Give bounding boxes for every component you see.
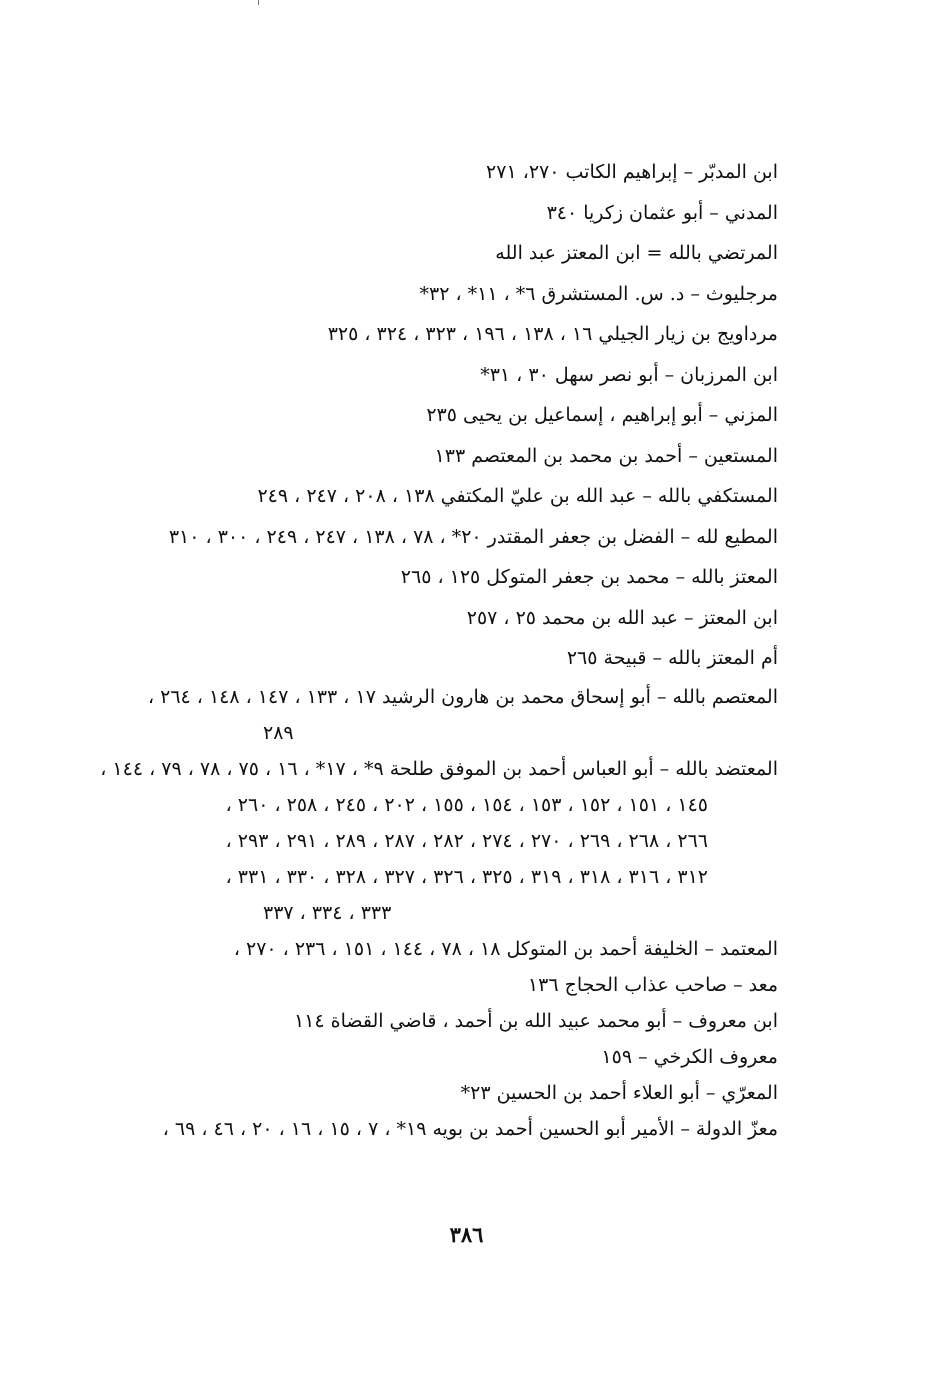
index-entry: ابن المرزبان – أبو نصر سهل ٣٠ ، ٣١* (480, 363, 778, 386)
index-entry: المعرّي – أبو العلاء أحمد بن الحسين ٢٣* (460, 1081, 778, 1104)
index-entry-continuation: ١٤٥ ، ١٥١ ، ١٥٢ ، ١٥٣ ، ١٥٤ ، ١٥٥ ، ٢٠٢ ، ٢٤٥ ، ٢٥٨ ، ٢٦٠ ، (225, 793, 708, 816)
index-entry: المدني – أبو عثمان زكريا ٣٤٠ (546, 201, 778, 224)
index-entry: معروف الكرخي – ١٥٩ (601, 1045, 778, 1068)
index-entry: معد – صاحب عذاب الحجاج ١٣٦ (527, 973, 778, 996)
index-entry: ابن معروف – أبو محمد عبيد الله بن أحمد ، قاضي القضاة ١١٤ (293, 1009, 778, 1032)
index-entry: المستعين – أحمد بن محمد بن المعتصم ١٣٣ (434, 444, 778, 467)
index-entry: مرداويج بن زيار الجيلي ١٦ ، ١٣٨ ، ١٩٦ ، ٣٢٣ ، ٣٢٤ ، ٣٢٥ (327, 323, 778, 345)
index-entry: المعتمد – الخليفة أحمد بن المتوكل ١٨ ، ٧٨ ، ١٤٤ ، ١٥١ ، ٢٣٦ ، ٢٧٠ ، (233, 937, 778, 960)
index-entry: ابن المدبّر – إبراهيم الكاتب ٢٧٠، ٢٧١ (486, 161, 778, 183)
index-entry: مرجليوث – د. س. المستشرق ٦* ، ١١* ، ٣٢* (419, 282, 778, 305)
index-entry-continuation: ٣١٢ ، ٣١٦ ، ٣١٨ ، ٣١٩ ، ٣٢٥ ، ٣٢٦ ، ٣٢٧ ، ٣٢٨ ، ٣٣٠ ، ٣٣١ ، (225, 865, 708, 888)
index-entry: أم المعتز بالله – قبيحة ٢٦٥ (566, 647, 778, 669)
index-entry: المطيع لله – الفضل بن جعفر المقتدر ٢٠* ، ٧٨ ، ١٣٨ ، ٢٤٧ ، ٢٤٩ ، ٣٠٠ ، ٣١٠ (168, 525, 778, 548)
index-entry: المزني – أبو إبراهيم ، إسماعيل بن يحيى ٢٣٥ (426, 404, 778, 426)
index-entry-continuation: ٢٦٦ ، ٢٦٨ ، ٢٦٩ ، ٢٧٠ ، ٢٧٤ ، ٢٨٢ ، ٢٨٧ ، ٢٨٩ ، ٢٩١ ، ٢٩٣ ، (225, 829, 708, 852)
index-entry: المعتصم بالله – أبو إسحاق محمد بن هارون الرشيد ١٧ ، ١٣٣ ، ١٤٧ ، ١٤٨ ، ٢٦٤ ، (147, 685, 778, 708)
scan-mark (258, 0, 259, 5)
index-entry: المعتضد بالله – أبو العباس أحمد بن الموفق طلحة ٩* ، ١٧* ، ١٦ ، ٧٥ ، ٧٨ ، ٧٩ ، ١٤٤ ، (100, 757, 778, 780)
index-entry: معزّ الدولة – الأمير أبو الحسين أحمد بن بويه ١٩* ، ٧ ، ١٥ ، ١٦ ، ٢٠ ، ٤٦ ، ٦٩ ، (162, 1117, 778, 1140)
index-entry-continuation: ٣٣٣ ، ٣٣٤ ، ٣٣٧ (263, 901, 392, 924)
index-entry-continuation: ٢٨٩ (263, 721, 294, 744)
page-number: ٣٨٦ (449, 1222, 484, 1247)
index-list (88, 152, 778, 1147)
index-entry: ابن المعتز – عبد الله بن محمد ٢٥ ، ٢٥٧ (466, 606, 778, 629)
index-entry: المرتضي بالله = ابن المعتز عبد الله (495, 242, 778, 264)
index-entry: المستكفي بالله – عبد الله بن عليّ المكتفي ١٣٨ ، ٢٠٨ ، ٢٤٧ ، ٢٤٩ (257, 485, 778, 507)
index-entry: المعتز بالله – محمد بن جعفر المتوكل ١٢٥ ، ٢٦٥ (400, 566, 778, 588)
